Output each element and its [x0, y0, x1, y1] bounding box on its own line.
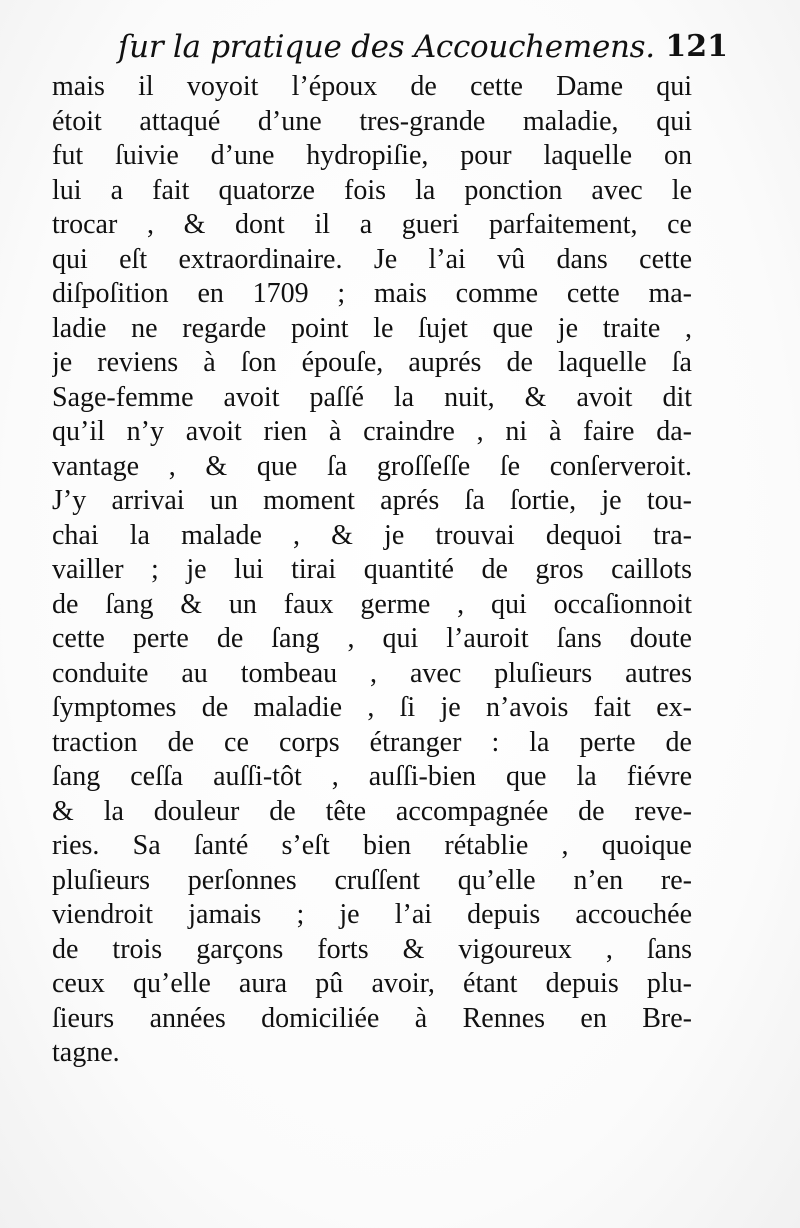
text-line: tagne. — [52, 1037, 120, 1068]
running-head — [118, 22, 728, 72]
text-line: J’y arrivai un moment aprés ſa ſortie, je tou- — [52, 485, 692, 516]
text-line: conduite au tombeau , avec pluſieurs autres — [52, 657, 692, 689]
body-text — [52, 70, 692, 1071]
text-line: chai la malade , & je trouvai dequoi tra- — [52, 519, 692, 551]
text-line: & la douleur de tête accompagnée de reve- — [52, 795, 692, 827]
text-line: de trois garçons forts & vigoureux , ſans — [52, 933, 692, 965]
text-line: ceux qu’elle aura pû avoir, étant depuis plu- — [52, 968, 692, 999]
text-line: ſang ceſſa auſſi-tôt , auſſi-bien que la fiévre — [52, 761, 692, 792]
text-line: lui a fait quatorze fois la ponction avec le — [52, 174, 692, 206]
text-line: ſymptomes de maladie , ſi je n’avois fait ex- — [52, 692, 692, 723]
text-line: qu’il n’y avoit rien à craindre , ni à faire da- — [52, 416, 692, 447]
text-line: vantage , & que ſa groſſeſſe ſe conſerveroit. — [52, 450, 692, 482]
text-line: Sage-femme avoit paſſé la nuit, & avoit dit — [52, 381, 692, 413]
text-line: de ſang & un faux germe , qui occaſionnoit — [52, 588, 692, 620]
text-line: diſpoſition en 1709 ; mais comme cette ma- — [52, 278, 692, 309]
text-line: traction de ce corps étranger : la perte de — [52, 726, 692, 758]
text-line: vailler ; je lui tirai quantité de gros caillots — [52, 554, 692, 585]
text-line: ries. Sa ſanté s’eſt bien rétablie , quoique — [52, 830, 692, 861]
page-number: 121 — [665, 29, 728, 64]
text-line: qui eſt extraordinaire. Je l’ai vû dans cette — [52, 243, 692, 275]
text-line: pluſieurs perſonnes cruſſent qu’elle n’en re- — [52, 864, 692, 896]
text-line: viendroit jamais ; je l’ai depuis accouchée — [52, 899, 692, 930]
text-line: étoit attaqué d’une tres-grande maladie, qui — [52, 105, 692, 137]
text-line: cette perte de ſang , qui l’auroit ſans doute — [52, 623, 692, 654]
running-title: ſur la pratique des Accouchemens. — [118, 29, 655, 65]
text-line: trocar , & dont il a gueri parfaitement, ce — [52, 209, 692, 240]
text-line: ſieurs années domiciliée à Rennes en Bre- — [52, 1002, 692, 1034]
text-line: fut ſuivie d’une hydropiſie, pour laquelle on — [52, 140, 692, 171]
text-line: je reviens à ſon épouſe, auprés de laquelle ſa — [52, 347, 692, 378]
text-line: mais il voyoit l’époux de cette Dame qui — [52, 71, 692, 102]
text-line: ladie ne regarde point le ſujet que je traite , — [52, 312, 692, 344]
